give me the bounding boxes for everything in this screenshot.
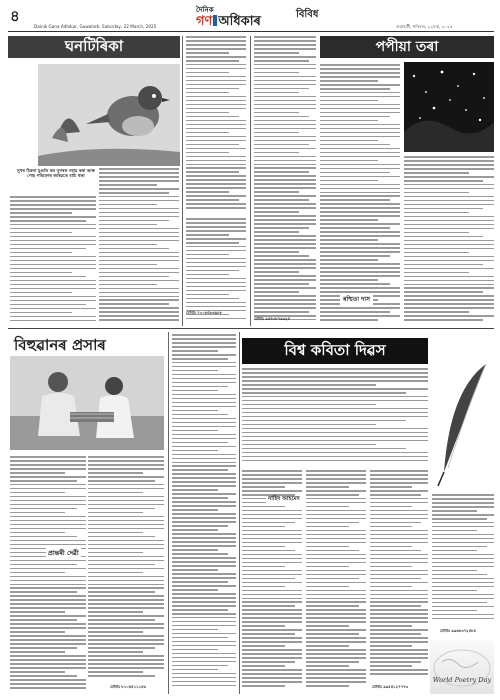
- bird-photo-caption: সুখৰ ঠিকনা যুগুতি কৰ সুগৰক সহায় কৰা আৰু পোহ পৰিবেশৰ জৰিয়তে বাচি থকা: [17, 168, 95, 179]
- middle-col-a-text: [186, 36, 246, 214]
- bihuwan-col2-text: [88, 456, 164, 680]
- misc-phone-1: মোবাঃ ৭০০৮৪৮৬৯৮৮: [186, 310, 222, 315]
- world-poetry-day-text: World Poetry Day: [432, 676, 492, 684]
- poetry-day-title: বিশ্ব কবিতা দিৱস: [284, 340, 386, 359]
- poetry-day-banner: [242, 338, 428, 364]
- fireflies-photo: [404, 62, 494, 152]
- right-phone: মোবাঃ ৯৯৬৮৩৭২৫৮৫: [440, 628, 476, 633]
- middle-col-b-text: [254, 36, 316, 324]
- section-title: বিবিধ: [296, 9, 319, 20]
- section-rule: [8, 328, 494, 329]
- poetry-subhead: নাহিদ আহমেদ: [268, 496, 300, 502]
- masthead: [0, 0, 500, 33]
- fireflies-illustration: [404, 62, 494, 152]
- right-col-text: [432, 494, 494, 624]
- quill-pen-graphic: [430, 360, 494, 490]
- ghanatirika-banner: [8, 36, 180, 58]
- bihuwan-title: বিহুৱানৰ প্ৰসাৰ: [14, 336, 106, 354]
- col-divider: [168, 332, 169, 694]
- feather-icon: [430, 360, 494, 490]
- paper-name-part1: গণ: [196, 14, 213, 29]
- english-dateline: Dainik Gana Adhikar, Guwahati, Saturday, 22 March, 2025: [34, 24, 157, 29]
- ghanatirika-col1-text: [10, 196, 96, 324]
- paper-name-part2: অধিকাৰ: [218, 14, 261, 29]
- bihuwan-col1-text: [10, 456, 86, 692]
- col-divider: [250, 36, 251, 326]
- page-number: ৪: [10, 7, 20, 25]
- bird-photo: [38, 64, 180, 166]
- popia-col-right-text: [404, 156, 494, 324]
- sparrow-illustration: [38, 64, 180, 166]
- col-divider: [239, 332, 240, 694]
- ghanatirika-col2-text: [99, 168, 179, 324]
- popia-intro-text: [320, 64, 400, 324]
- paper-prefix: দৈনিক: [196, 6, 214, 14]
- middle-col-a2-text: [186, 218, 246, 324]
- misc-phone-2: মোবাঃ ৯৫৪০৮৭৯৩২৫: [254, 316, 290, 321]
- ghanatirika-title: ঘনটিৰিকা: [64, 36, 124, 55]
- popia-tora-title: পপীয়া তৰা: [375, 39, 439, 55]
- weaving-illustration: [10, 356, 164, 450]
- col-divider: [182, 36, 183, 326]
- bihuwan-photo: [10, 356, 164, 450]
- world-poetry-day-logo: [430, 640, 494, 694]
- logo-bar: [213, 15, 217, 26]
- poetry-col3-text: [370, 470, 428, 680]
- popia-tora-banner: [320, 36, 494, 58]
- paper-logo: [196, 12, 261, 33]
- poetry-side-text: [172, 334, 236, 692]
- bihuwan-author: প্ৰান্তৰী দেৱী: [48, 549, 79, 557]
- poetry-phone: মোবাঃ ৯৯৫৪১২৭৭৭৩: [372, 684, 408, 689]
- poetry-col2-text: [306, 470, 366, 692]
- assamese-dateline: গুৱাহাটী, শনিবাৰ, ২২মাৰ্চ, ২০২৫: [396, 24, 453, 29]
- globe-icon: [430, 640, 494, 694]
- popia-author: ৰশ্মিতা দাস: [340, 294, 373, 305]
- bihuwan-phone: মোবাঃ ৮১০৫৫১১১৫৬: [110, 684, 146, 689]
- masthead-rule: [8, 31, 494, 32]
- poetry-lead-text: [242, 368, 428, 464]
